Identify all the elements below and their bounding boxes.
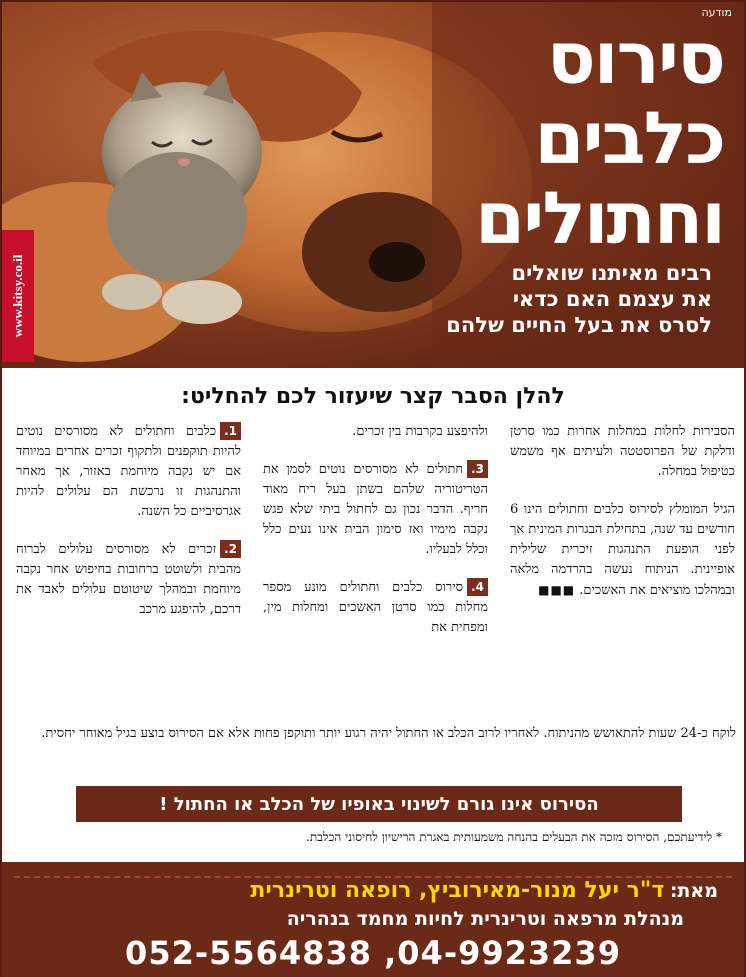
- license-discount-note: * לידיעתכם, הסירוס מזכה את הבעלים בהנחה משמעותית באגרת הרישיון לחיסוני הכלבת.: [306, 830, 722, 844]
- recovery-paragraph: לוקח כ-24 שעות להתאושש מהניתוח. לאחריו לרוב הכלב או החתול יהיה רגוע יותר ותוקפן פחות אלא אם הסירוס בוצע בגיל מאוחר יחסית.: [41, 726, 736, 741]
- headline-line-1: סירוס: [546, 16, 724, 100]
- paragraph-3: [263, 460, 488, 560]
- article-columns: [16, 422, 736, 722]
- paragraph-2: [16, 540, 241, 620]
- author-line: [250, 878, 718, 903]
- lead-heading: להלן הסבר קצר שיעזור לכם להחליט:: [181, 384, 565, 409]
- paragraph-4: [263, 578, 488, 638]
- paragraph-recommended-age: [510, 500, 735, 601]
- website-tab: [2, 230, 34, 362]
- continued-marker: ■■■: [538, 583, 576, 597]
- headline-line-2: כלבים: [534, 96, 724, 180]
- headline-line-3: וחתולים: [475, 176, 724, 260]
- subheadline: [446, 260, 712, 338]
- paragraph-3-text: חתולים לא מסורסים נוטים לסמן את הטריטוריה שלהם בשתן בעל ריח מאוד חריף. הדבר נכון גם לחתול ביתי שלא פגש נקבה מימיו ואז סימון הבית אינו נעים כלל וכלל לבעליו.: [263, 462, 488, 557]
- point-number-3: 3.: [467, 460, 488, 478]
- subheadline-line-3: לסרס את בעל החיים שלהם: [446, 313, 712, 337]
- point-number-1: 1.: [220, 422, 241, 440]
- key-message-banner: הסירוס אינו גורם לשינוי באופיו של הכלב או החתול !: [76, 786, 682, 822]
- subheadline-line-1: רבים מאיתנו שואלים: [511, 261, 712, 285]
- footer: [2, 862, 744, 977]
- paragraph-1: [16, 422, 241, 522]
- point-number-2: 2.: [220, 540, 241, 558]
- paragraph-2-continued: ולהיפצע בקרבות בין זכרים.: [352, 424, 488, 439]
- column-2: [263, 422, 488, 722]
- hero-section: [2, 2, 744, 368]
- clinic-description: מנהלת מרפאה וטרינרית לחיות מחמד בנהריה: [286, 908, 684, 930]
- paragraph-1-text: כלבים וחתולים לא מסורסים נוטים להיות תוקפנים ולתקוף זכרים אחרים במיוחד אם יש נקבה מיוחמת באזור, אך מאחר והתנהגות זו נרכשת הם עלולים להיות אגרסיביים כל השנה.: [16, 424, 241, 519]
- phone-numbers: 052-5564838 ,04-9923239: [125, 934, 621, 972]
- author-name: ד"ר יעל מנור-מאירוביץ, רופאה וטרינרית: [250, 878, 665, 903]
- from-label: מאת:: [669, 880, 718, 902]
- paragraph-4-text: סירוס כלבים וחתולים מונע מספר מחלות כמו סרטן האשכים ומחלות מין, ומפחית את: [263, 580, 488, 635]
- paragraph-4-continued: הסבירות לחלות במחלות אחרות כמו סרטן ודלקת של הפרוסטטה ולעיתים אף משמש כטיפול במחלה.: [510, 424, 735, 479]
- column-3: [510, 422, 735, 722]
- point-number-4: 4.: [467, 578, 488, 596]
- website-url: www.kitsy.co.il: [10, 254, 25, 338]
- recommended-age-text: הגיל המומלץ לסירוס כלבים וחתולים הינו 6 חודשים עד שנה, בתחילת הבגרות המינית אך לפני הופעת התנהגות זיכרית שלילית אופיינית. הניתוח נעשה בהרדמה מלאה ובמהלכו מוציאים את האשכים.: [510, 502, 735, 598]
- paragraph-2-text: זכרים לא מסורסים עלולים לברוח מהבית ולשוטט ברחובות בחיפוש אחר נקבה מיוחמת ובמהלך שיטוטם עלולים לאבד את דרכם, להיפגע מרכב: [16, 542, 241, 617]
- advertisement-notice: מודעה: [701, 6, 732, 19]
- column-1: [16, 422, 241, 722]
- subheadline-line-2: את עצמם האם כדאי: [512, 287, 712, 311]
- headline: [424, 18, 724, 258]
